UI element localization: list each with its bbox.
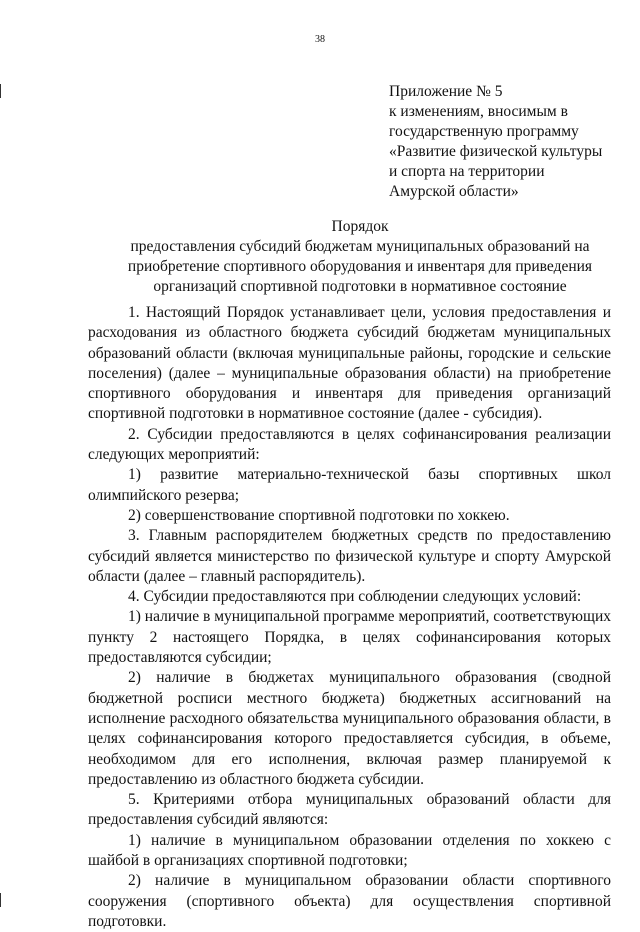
paragraph: 1) наличие в муниципальной программе мероприятий, соответствующих пункту 2 настоящего Порядка, в целях софинансирования которых предоставляются субсидии; xyxy=(88,608,611,667)
page-number: 38 xyxy=(315,34,325,45)
paragraph: 1) наличие в муниципальном образовании отделения по хоккею с шайбой в организациях спортивной подготовки; xyxy=(88,831,611,870)
paragraph: 2) наличие в муниципальном образовании области спортивного сооружения (спортивного объекта) для осуществления спортивной подготовки. xyxy=(88,872,611,930)
paragraph: 3. Главным распорядителем бюджетных средств по предоставлению субсидий является министерство по физической культуре и спорту Амурской области (далее – главный распорядитель). xyxy=(88,527,611,585)
paragraph: 2) совершенствование спортивной подготовки по хоккею. xyxy=(128,506,510,524)
appendix-line: государственную программу xyxy=(389,123,579,140)
appendix-block xyxy=(389,82,629,202)
title-line: организаций спортивной подготовки в нормативное состояние xyxy=(153,278,567,295)
paragraph: 2. Субсидии предоставляются в целях софинансирования реализации следующих мероприятий: xyxy=(88,425,611,464)
document-title xyxy=(60,217,640,297)
appendix-line: Амурской области» xyxy=(389,183,519,200)
document-body xyxy=(88,303,611,932)
paragraph: 2) наличие в бюджетах муниципального образования (сводной бюджетной росписи местного бюджета) бюджетных ассигнований на исполнение расходного обязательства муниципального образования области, в целях софинансирования которого предоставляется субсидия, в объеме, необходимом для его исполнения, включая размер планируемой к предоставлению из областного бюджета субсидии. xyxy=(88,669,611,788)
scan-edge-mark xyxy=(0,84,1,98)
title-line: предоставления субсидий бюджетам муниципальных образований на xyxy=(130,238,590,255)
paragraph: 5. Критериями отбора муниципальных образований области для предоставления субсидий являются: xyxy=(88,791,611,829)
appendix-line: к изменениям, вносимым в xyxy=(389,103,568,120)
paragraph: 4. Субсидии предоставляются при соблюдении следующих условий: xyxy=(128,588,582,606)
appendix-line: «Развитие физической культуры xyxy=(389,143,603,160)
appendix-line: и спорта на территории xyxy=(389,163,545,180)
title-heading: Порядок xyxy=(331,218,389,235)
paragraph: 1) развитие материально-технической базы спортивных школ олимпийского резерва; xyxy=(88,466,611,504)
title-line: приобретение спортивного оборудования и инвентаря для приведения xyxy=(127,258,593,275)
paragraph: 1. Настоящий Порядок устанавливает цели, условия предоставления и расходования из областного бюджета субсидий бюджетам муниципальных образований области (включая муниципальные районы, городские и сельские поселения) (далее – муниципальные образования области) на приобретение спортивного оборудования и инвентаря для приведения организаций спортивной подготовки в нормативное состояние (далее - субсидия). xyxy=(88,304,611,423)
appendix-line: Приложение № 5 xyxy=(389,83,503,100)
